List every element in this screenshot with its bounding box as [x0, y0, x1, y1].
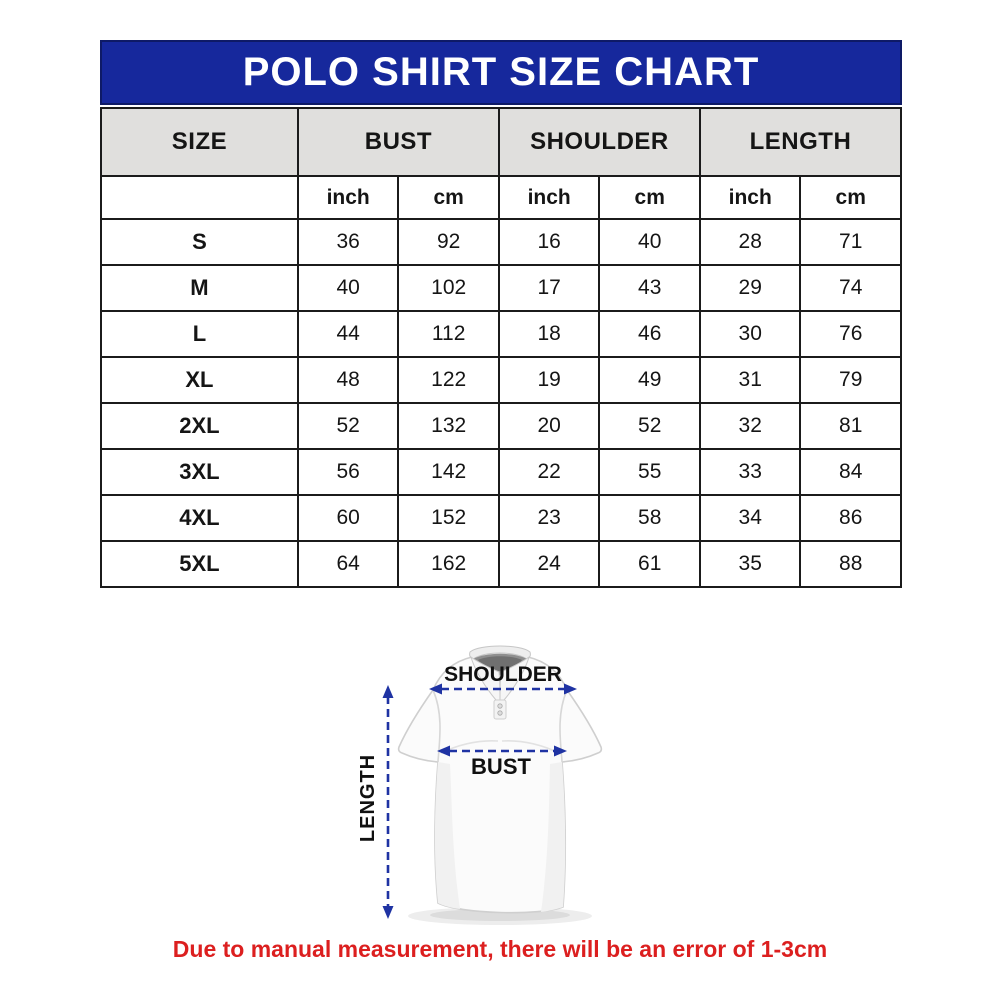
unit-header: cm	[398, 176, 499, 219]
table-row-m	[101, 265, 901, 311]
column-header-size: SIZE	[101, 108, 298, 176]
chart-title: POLO SHIRT SIZE CHART	[242, 50, 760, 94]
value-cell: 33	[700, 449, 801, 495]
value-cell: 142	[398, 449, 499, 495]
polo-shirt-graphic	[399, 646, 602, 913]
length-label: LENGTH	[357, 753, 379, 843]
value-cell: 34	[700, 495, 801, 541]
size-table	[100, 107, 902, 588]
value-cell: 55	[599, 449, 700, 495]
value-cell: 92	[398, 219, 499, 265]
unit-header-spacer	[101, 176, 298, 219]
measurement-note: Due to manual measurement, there will be an error of 1-3cm	[172, 936, 828, 962]
value-cell: 29	[700, 265, 801, 311]
value-cell: 20	[499, 403, 600, 449]
value-cell: 28	[700, 219, 801, 265]
table-row-xl	[101, 357, 901, 403]
value-cell: 52	[298, 403, 399, 449]
value-cell: 162	[398, 541, 499, 587]
unit-header: inch	[298, 176, 399, 219]
value-cell: 84	[800, 449, 901, 495]
value-cell: 60	[298, 495, 399, 541]
value-cell: 30	[700, 311, 801, 357]
length-arrow	[383, 685, 394, 919]
value-cell: 52	[599, 403, 700, 449]
value-cell: 23	[499, 495, 600, 541]
column-header-shoulder: SHOULDER	[499, 108, 700, 176]
table-row-4xl	[101, 495, 901, 541]
table-row-s	[101, 219, 901, 265]
size-label-cell: 3XL	[101, 449, 298, 495]
size-label-cell: L	[101, 311, 298, 357]
unit-header: inch	[700, 176, 801, 219]
value-cell: 17	[499, 265, 600, 311]
value-cell: 71	[800, 219, 901, 265]
value-cell: 36	[298, 219, 399, 265]
value-cell: 16	[499, 219, 600, 265]
value-cell: 81	[800, 403, 901, 449]
value-cell: 132	[398, 403, 499, 449]
column-header-length: LENGTH	[700, 108, 901, 176]
value-cell: 79	[800, 357, 901, 403]
group-header-row	[101, 108, 901, 176]
placket	[494, 700, 506, 719]
size-chart-section	[100, 40, 902, 588]
value-cell: 46	[599, 311, 700, 357]
value-cell: 18	[499, 311, 600, 357]
value-cell: 43	[599, 265, 700, 311]
value-cell: 112	[398, 311, 499, 357]
value-cell: 24	[499, 541, 600, 587]
button	[498, 704, 502, 708]
polo-shirt-diagram	[320, 630, 700, 960]
table-row-l	[101, 311, 901, 357]
value-cell: 48	[298, 357, 399, 403]
value-cell: 32	[700, 403, 801, 449]
unit-header: cm	[599, 176, 700, 219]
unit-header-row	[101, 176, 901, 219]
value-cell: 40	[298, 265, 399, 311]
unit-header: cm	[800, 176, 901, 219]
table-row-3xl	[101, 449, 901, 495]
size-label-cell: 5XL	[101, 541, 298, 587]
value-cell: 152	[398, 495, 499, 541]
value-cell: 122	[398, 357, 499, 403]
value-cell: 22	[499, 449, 600, 495]
button	[498, 711, 502, 715]
table-row-2xl	[101, 403, 901, 449]
value-cell: 35	[700, 541, 801, 587]
value-cell: 88	[800, 541, 901, 587]
size-label-cell: M	[101, 265, 298, 311]
value-cell: 102	[398, 265, 499, 311]
value-cell: 64	[298, 541, 399, 587]
value-cell: 44	[298, 311, 399, 357]
value-cell: 56	[298, 449, 399, 495]
column-header-bust: BUST	[298, 108, 499, 176]
value-cell: 74	[800, 265, 901, 311]
chart-title-bar	[100, 40, 902, 105]
shoulder-label: SHOULDER	[444, 663, 562, 686]
value-cell: 86	[800, 495, 901, 541]
value-cell: 76	[800, 311, 901, 357]
value-cell: 61	[599, 541, 700, 587]
size-label-cell: S	[101, 219, 298, 265]
value-cell: 19	[499, 357, 600, 403]
bust-label: BUST	[471, 754, 531, 779]
size-label-cell: XL	[101, 357, 298, 403]
table-row-5xl	[101, 541, 901, 587]
value-cell: 31	[700, 357, 801, 403]
size-label-cell: 4XL	[101, 495, 298, 541]
value-cell: 58	[599, 495, 700, 541]
size-label-cell: 2XL	[101, 403, 298, 449]
unit-header: inch	[499, 176, 600, 219]
value-cell: 49	[599, 357, 700, 403]
value-cell: 40	[599, 219, 700, 265]
